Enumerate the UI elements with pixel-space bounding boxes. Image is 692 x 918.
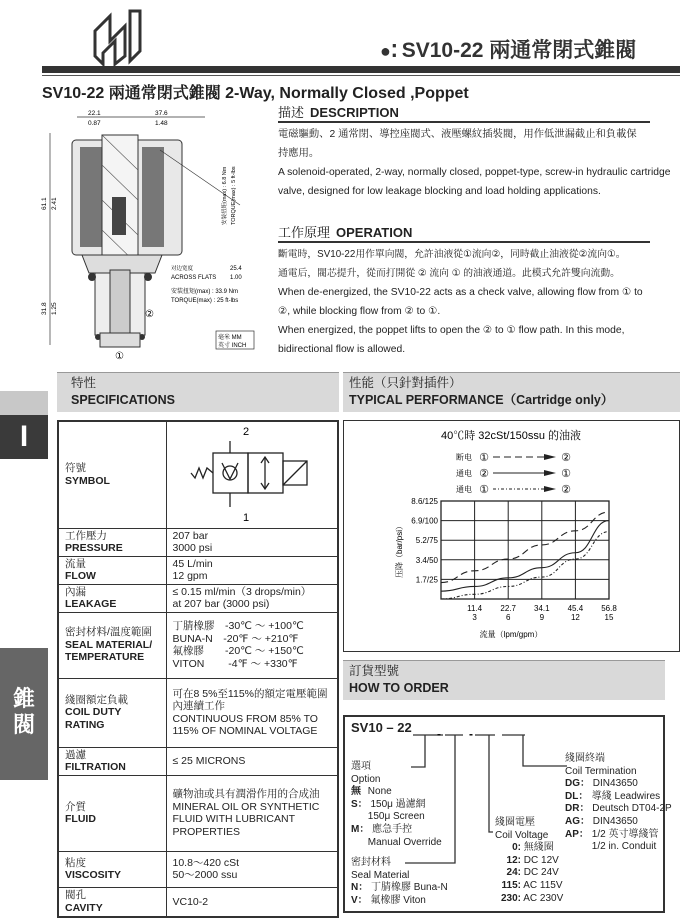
spec-row xyxy=(58,556,338,584)
order-desc: 導綫 Leadwires xyxy=(591,790,661,802)
valve-cross-section-drawing xyxy=(0,105,272,367)
series-line-1 xyxy=(441,512,609,583)
performance-header xyxy=(343,372,680,412)
performance-chart-box xyxy=(343,420,680,652)
dim-lower: 31.8 xyxy=(41,302,48,315)
order-termination-item xyxy=(565,816,672,829)
order-termination-item xyxy=(565,803,672,816)
x-axis-label: 流量（lpm/gpm） xyxy=(479,630,543,639)
spec-label xyxy=(58,678,166,747)
spec-label-en: PRESSURE xyxy=(65,542,123,554)
spec-value-line: 可在8 5%至115%的額定電壓範圍內連續工作 xyxy=(172,687,328,712)
spec-value xyxy=(166,775,338,851)
order-seal-item xyxy=(351,882,448,895)
y-tick-label: 5.2/75 xyxy=(415,536,438,546)
category-tab-label: 錐閥 xyxy=(12,686,35,737)
across-flats-zh: 对边宽度 xyxy=(171,266,194,272)
order-termination-item xyxy=(565,829,672,842)
order-desc: AC 115V xyxy=(523,879,563,891)
port-2-label: ② xyxy=(145,309,154,320)
spec-value xyxy=(166,556,338,584)
spec-row xyxy=(58,747,338,775)
coil-torque-zh: 安裝扭矩(max) : 6.8 Nm xyxy=(222,166,228,225)
order-desc: DIN43650 xyxy=(592,815,638,827)
order-option-item xyxy=(351,811,442,824)
spec-row xyxy=(58,851,338,887)
order-termination-item xyxy=(565,841,672,854)
spec-label-zh: 工作壓力 xyxy=(65,529,107,542)
hydraulic-symbol xyxy=(173,423,323,523)
spec-label-en: FILTRATION xyxy=(65,761,126,773)
operation-heading-zh: 工作原理 xyxy=(278,225,331,240)
legend-state: 断电 xyxy=(456,453,472,462)
order-code: 230: xyxy=(500,892,521,904)
spec-row xyxy=(58,887,338,917)
description-heading-en: DESCRIPTION xyxy=(310,105,399,120)
order-seal-en: Seal Material xyxy=(351,869,410,881)
operation-en-1: When de-energized, the SV10-22 acts as a check valve, allowing flow from ① to ②, while blocking flow from ② to ①. xyxy=(278,287,643,317)
order-desc: AC 230V xyxy=(523,892,564,904)
bullet-dots-icon: ●⁚ xyxy=(380,41,398,61)
legend-state: 通电 xyxy=(456,485,472,494)
order-option-item xyxy=(351,786,442,799)
across-flats: ACROSS FLATS xyxy=(171,275,217,281)
x-tick-lpm: 11.4 xyxy=(467,604,483,613)
order-termination-item xyxy=(565,791,672,804)
spec-value-line: 207 bar xyxy=(172,529,209,542)
order-option-item xyxy=(351,799,442,812)
order-desc: DIN43650 xyxy=(592,778,638,790)
performance-header-en: TYPICAL PERFORMANCE（Cartridge only） xyxy=(349,393,614,407)
order-desc: DC 24V xyxy=(523,867,559,879)
spec-label-zh: 密封材料/溫度範圍 xyxy=(65,626,152,639)
spec-value-line: 氟橡膠 -20℃ ～ +150℃ xyxy=(172,645,304,657)
description-section xyxy=(278,105,688,359)
order-desc: 丁腈橡膠 Buna-N xyxy=(371,882,448,894)
spec-label-en: FLOW xyxy=(65,570,96,582)
spec-value-line: MINERAL OIL OR SYNTHETIC FLUID WITH LUBRICANT PROPERTIES xyxy=(172,800,320,838)
symbol-port-1: 1 xyxy=(242,512,249,523)
x-tick-gpm: 15 xyxy=(604,613,614,622)
y-tick-label: 3.4/50 xyxy=(415,555,438,565)
how-to-order-header-zh: 訂貨型號 xyxy=(349,664,400,678)
spec-label-zh: 流量 xyxy=(65,557,86,570)
torque-zh: 安装扭矩(max) : 33.9 Nm xyxy=(171,289,239,295)
y-axis-label: 压降（bar/psi） xyxy=(395,521,404,579)
order-termination-zh: 綫圈終端 xyxy=(565,753,605,764)
order-voltage-en: Coil Voltage xyxy=(495,829,549,841)
order-desc: 應急手控 xyxy=(372,823,413,835)
order-voltage-item xyxy=(495,855,563,868)
dim-top-right: 37.6 xyxy=(155,110,168,117)
spec-value-line: ≤ 25 MICRONS xyxy=(172,754,246,767)
spec-label xyxy=(58,584,166,612)
spec-label xyxy=(58,887,166,917)
spec-value-line: 45 L/min xyxy=(172,557,213,570)
spec-label-zh: 過濾 xyxy=(65,748,86,761)
header-divider xyxy=(42,75,680,76)
order-code: 115: xyxy=(501,879,521,891)
spec-value-line: at 207 bar (3000 psi) xyxy=(172,598,270,610)
spec-value xyxy=(166,678,338,747)
x-tick-lpm: 56.8 xyxy=(601,604,617,613)
spec-row xyxy=(58,612,338,678)
operation-zh-2: 通電后，閥芯提升，從而打開從 ② 流向 ① 的油液通道。此模式允許雙向流動。 xyxy=(278,268,620,279)
legend-to: ② xyxy=(561,484,571,496)
specifications-table xyxy=(57,420,339,918)
order-desc: Manual Override xyxy=(367,836,442,848)
x-tick-lpm: 22.7 xyxy=(500,604,516,613)
order-code: AP： xyxy=(565,828,589,840)
spec-label-zh: 粘度 xyxy=(65,856,86,869)
svg-text:-: - xyxy=(469,727,473,741)
pressure-drop-chart xyxy=(344,421,678,650)
legend-arrow-icon xyxy=(544,486,556,492)
spec-value-line: ≤ 0.15 ml/min（3 drops/min） xyxy=(172,585,312,598)
svg-text:-: - xyxy=(437,727,441,741)
spec-row xyxy=(58,584,338,612)
header-title xyxy=(380,34,636,64)
af-in: 1.00 xyxy=(230,275,242,281)
performance-header-zh: 性能（只針對插件） xyxy=(349,376,462,390)
spec-value-line: 10.8～420 cSt xyxy=(172,856,240,869)
dim-top-left-in: 0.87 xyxy=(88,120,101,127)
order-code-box xyxy=(343,715,672,913)
spec-value-line: VITON -4℉ ～ +330℉ xyxy=(172,657,298,670)
spec-label-en: SYMBOL xyxy=(65,474,110,487)
spec-label-en: VISCOSITY xyxy=(65,869,122,881)
order-voltage-item xyxy=(495,867,563,880)
order-model: SV10 – 22 xyxy=(351,720,412,735)
order-desc: 1/2 英寸導綫管 xyxy=(591,828,659,840)
spec-value xyxy=(166,421,338,528)
order-code: V： xyxy=(351,894,368,906)
spec-label xyxy=(58,528,166,556)
spec-row xyxy=(58,421,338,528)
company-logo xyxy=(85,6,155,66)
spec-value-line: BUNA-N -20℉ ～ +210℉ xyxy=(172,632,299,645)
operation-zh-1: 斷電時，SV10-22用作單向閥，允許油液從①流向②，同時截止油液從②流向①。 xyxy=(278,249,626,260)
spec-value xyxy=(166,584,338,612)
legend-arrow-icon xyxy=(544,470,556,476)
how-to-order-header-en: HOW TO ORDER xyxy=(349,681,449,695)
order-desc: DC 12V xyxy=(523,854,559,866)
order-code: 0: xyxy=(512,842,521,854)
product-subtitle: SV10-22 兩通常閉式錐閥 2-Way, Normally Closed ,Poppet xyxy=(42,85,469,102)
order-desc: 無綫圈 xyxy=(523,842,554,854)
x-tick-gpm: 12 xyxy=(570,613,580,622)
port-1-label: ① xyxy=(115,351,124,362)
order-desc: 1/2 in. Conduit xyxy=(591,841,657,853)
spec-value xyxy=(166,612,338,678)
category-tab[interactable] xyxy=(0,648,48,780)
order-code: DG： xyxy=(565,778,590,790)
specifications-header xyxy=(57,372,339,412)
how-to-order-header xyxy=(343,660,665,700)
legend-to: ① xyxy=(561,468,571,480)
spec-label-en: CAVITY xyxy=(65,901,103,914)
order-desc: Deutsch DT04-2P xyxy=(592,803,672,815)
order-voltage-zh: 綫圈電壓 xyxy=(495,817,535,828)
spec-value-line: 丁腈橡膠 -30℃ ～ +100℃ xyxy=(172,620,304,632)
spec-value xyxy=(166,887,338,917)
spec-value xyxy=(166,851,338,887)
order-code: 無 xyxy=(351,786,361,798)
order-seal-item xyxy=(351,895,448,908)
x-tick-gpm: 6 xyxy=(505,613,511,622)
dim-height: 61.1 xyxy=(41,197,48,210)
legend-to: ② xyxy=(561,452,571,464)
chart-title: 40℃時 32cSt/150ssu 的油液 xyxy=(440,430,582,442)
y-tick-label: 1.7/25 xyxy=(415,575,438,585)
spec-value-line: 礦物油或具有潤滑作用的合成油 xyxy=(172,788,320,800)
header-bar xyxy=(42,66,680,73)
header-title-text: SV10-22 兩通常閉式錐閥 xyxy=(401,39,637,62)
specifications-header-en: SPECIFICATIONS xyxy=(71,393,175,407)
legend-from: ② xyxy=(479,468,489,480)
order-voltage-item xyxy=(495,842,563,855)
x-tick-lpm: 45.4 xyxy=(567,604,584,613)
order-desc: None xyxy=(367,786,392,798)
spec-row xyxy=(58,528,338,556)
spec-label-zh: 閥孔 xyxy=(65,889,86,902)
symbol-port-2: 2 xyxy=(242,426,249,438)
order-code: 24: xyxy=(506,867,521,879)
dim-lower-in: 1.25 xyxy=(51,302,58,315)
legend-from: ① xyxy=(479,484,489,496)
order-termination-en: Coil Termination xyxy=(565,765,637,777)
x-tick-lpm: 34.1 xyxy=(534,604,550,613)
y-tick-label: 8.6/125 xyxy=(411,497,438,506)
series-line-3 xyxy=(441,532,609,599)
spec-label-zh: 內漏 xyxy=(65,585,86,598)
spec-value xyxy=(166,747,338,775)
spec-label xyxy=(58,421,166,528)
description-heading xyxy=(278,105,650,123)
spec-label-en: COIL DUTY RATING xyxy=(65,706,122,731)
x-tick-gpm: 3 xyxy=(472,613,477,622)
order-option-en: Option xyxy=(351,773,381,785)
specifications-header-zh: 特性 xyxy=(71,376,97,390)
spec-label-en: FLUID xyxy=(65,813,96,825)
order-code: M： xyxy=(351,823,370,835)
spec-label xyxy=(58,612,166,678)
spec-label-en: LEAKAGE xyxy=(65,598,117,610)
order-voltage-item xyxy=(495,880,563,893)
order-code: N： xyxy=(351,882,369,894)
coil-torque-en: TORQUE(max) : 5 ft-lbs xyxy=(231,166,237,225)
order-code: DR： xyxy=(565,803,590,815)
spec-row xyxy=(58,775,338,851)
order-code: DL： xyxy=(565,790,589,802)
legend-state: 通电 xyxy=(456,469,472,478)
spec-value xyxy=(166,528,338,556)
operation-heading xyxy=(278,225,650,243)
order-code: AG： xyxy=(565,815,590,827)
order-seal-zh: 密封材料 xyxy=(351,857,391,868)
section-tab[interactable]: I xyxy=(0,415,48,459)
spec-label-en: SEAL MATERIAL/ TEMPERATURE xyxy=(65,638,153,664)
spec-label xyxy=(58,556,166,584)
unit-inch: 英寸 INCH xyxy=(218,343,247,349)
spec-label xyxy=(58,775,166,851)
spec-row xyxy=(58,678,338,747)
description-zh: 電磁驅動、2 通常閉、導控座閥式、液壓螺紋插裝閥，用作低泄漏截止和負載保持應用。 xyxy=(278,129,637,159)
spec-value-line: 50～2000 ssu xyxy=(172,869,238,881)
dim-top-right-in: 1.48 xyxy=(155,120,168,127)
order-desc: 氟橡膠 Viton xyxy=(370,894,426,906)
spec-label-zh: 介質 xyxy=(65,800,86,813)
order-option-zh: 選項 xyxy=(351,761,371,772)
torque-en: TORQUE(max) : 25 ft-lbs xyxy=(171,298,239,304)
description-heading-zh: 描述 xyxy=(278,105,305,120)
unit-mm: 毫米 MM xyxy=(218,335,242,341)
order-code: 12: xyxy=(506,854,521,866)
legend-arrow-icon xyxy=(544,454,556,460)
operation-en-2: When energized, the poppet lifts to open the ② to ① flow path. In this mode, bidirectional flow is allowed. xyxy=(278,325,625,355)
description-en: A solenoid-operated, 2-way, normally closed, poppet-type, screw-in hydraulic cartridge valve, designed for low leakage blocking and load holding applications. xyxy=(278,167,671,197)
order-code: S： xyxy=(351,798,368,810)
order-termination-item xyxy=(565,778,672,791)
spec-value-line: 3000 psi xyxy=(172,542,213,554)
spec-label-zh: 綫圈額定負載 xyxy=(65,693,128,706)
spec-value-line: 12 gpm xyxy=(172,570,208,582)
order-desc: 150μ 過濾網 xyxy=(370,798,426,810)
spec-label xyxy=(58,747,166,775)
dim-top-left: 22.1 xyxy=(88,110,101,117)
order-voltage-item xyxy=(495,893,563,906)
order-option-item xyxy=(351,824,442,837)
dim-height-in: 2.41 xyxy=(51,197,58,210)
y-tick-label: 6.9/100 xyxy=(411,516,438,526)
x-tick-gpm: 9 xyxy=(539,613,545,622)
spec-value-line: CONTINUOUS FROM 85% TO 115% OF NOMINAL VOLTAGE xyxy=(172,712,318,737)
spec-label-zh: 符號 xyxy=(65,462,86,475)
spec-value-line: VC10-2 xyxy=(172,895,209,908)
af-mm: 25.4 xyxy=(230,266,242,272)
order-option-item xyxy=(351,837,442,850)
operation-heading-en: OPERATION xyxy=(336,225,413,240)
order-desc: 150μ Screen xyxy=(367,811,425,823)
legend-from: ① xyxy=(479,452,489,464)
spec-label xyxy=(58,851,166,887)
